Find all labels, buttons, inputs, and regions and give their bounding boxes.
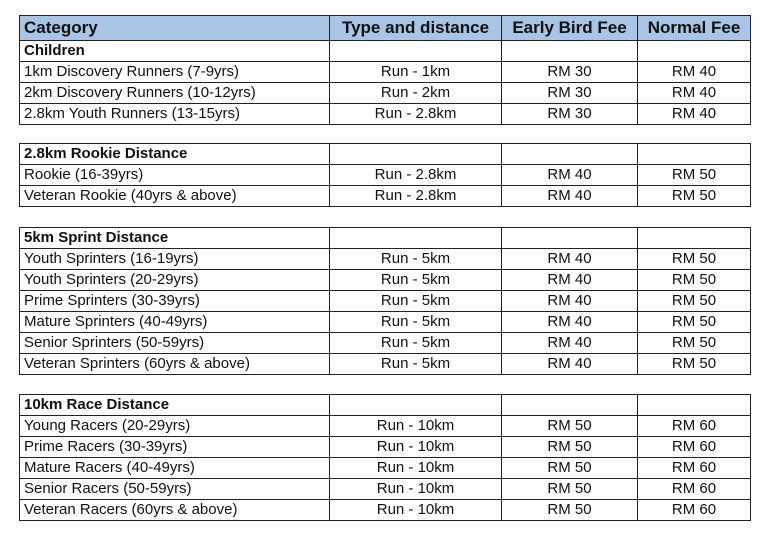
early-fee-cell: RM 40 — [502, 186, 638, 207]
normal-fee-cell: RM 40 — [638, 104, 751, 125]
type-cell: Run - 10km — [330, 437, 502, 458]
table-row — [20, 270, 751, 291]
header-category: Category — [20, 16, 330, 41]
type-cell: Run - 2.8km — [330, 104, 502, 125]
table-row — [20, 291, 751, 312]
normal-fee-cell: RM 50 — [638, 249, 751, 270]
table-row — [20, 104, 751, 125]
table-row — [20, 186, 751, 207]
category-cell: Rookie (16-39yrs) — [20, 165, 330, 186]
table-row — [20, 333, 751, 354]
fee-table-children — [19, 15, 751, 125]
early-fee-cell: RM 50 — [502, 416, 638, 437]
early-fee-cell: RM 40 — [502, 270, 638, 291]
category-cell: Mature Sprinters (40-49yrs) — [20, 312, 330, 333]
normal-fee-cell: RM 60 — [638, 458, 751, 479]
table-row — [20, 479, 751, 500]
section-title-row — [20, 395, 751, 416]
fee-table-rookie — [19, 143, 751, 207]
header-early-bird: Early Bird Fee — [502, 16, 638, 41]
table-row — [20, 354, 751, 375]
category-cell: 2.8km Youth Runners (13-15yrs) — [20, 104, 330, 125]
type-cell: Run - 1km — [330, 62, 502, 83]
type-cell: Run - 10km — [330, 416, 502, 437]
category-cell: Veteran Sprinters (60yrs & above) — [20, 354, 330, 375]
category-cell: Young Racers (20-29yrs) — [20, 416, 330, 437]
type-cell: Run - 5km — [330, 333, 502, 354]
normal-fee-cell: RM 40 — [638, 83, 751, 104]
section-title: 2.8km Rookie Distance — [20, 144, 330, 165]
table-row — [20, 437, 751, 458]
fee-table-5km — [19, 227, 751, 375]
early-fee-cell: RM 40 — [502, 249, 638, 270]
header-normal: Normal Fee — [638, 16, 751, 41]
early-fee-cell: RM 40 — [502, 354, 638, 375]
category-cell: 2km Discovery Runners (10-12yrs) — [20, 83, 330, 104]
normal-fee-cell: RM 50 — [638, 270, 751, 291]
early-fee-cell: RM 40 — [502, 333, 638, 354]
category-cell: Senior Racers (50-59yrs) — [20, 479, 330, 500]
category-cell: Veteran Rookie (40yrs & above) — [20, 186, 330, 207]
early-fee-cell: RM 50 — [502, 458, 638, 479]
table-header-row — [20, 16, 751, 41]
category-cell: Prime Sprinters (30-39yrs) — [20, 291, 330, 312]
early-fee-cell: RM 30 — [502, 62, 638, 83]
table-row — [20, 500, 751, 521]
section-title-row — [20, 228, 751, 249]
normal-fee-cell: RM 60 — [638, 437, 751, 458]
section-title: Children — [20, 41, 330, 62]
type-cell: Run - 10km — [330, 500, 502, 521]
type-cell: Run - 5km — [330, 312, 502, 333]
type-cell: Run - 2.8km — [330, 186, 502, 207]
section-title: 5km Sprint Distance — [20, 228, 330, 249]
table-row — [20, 165, 751, 186]
type-cell: Run - 5km — [330, 354, 502, 375]
type-cell: Run - 5km — [330, 249, 502, 270]
normal-fee-cell: RM 60 — [638, 416, 751, 437]
type-cell: Run - 5km — [330, 270, 502, 291]
normal-fee-cell: RM 50 — [638, 333, 751, 354]
table-row — [20, 416, 751, 437]
type-cell: Run - 5km — [330, 291, 502, 312]
early-fee-cell: RM 40 — [502, 165, 638, 186]
category-cell: Prime Racers (30-39yrs) — [20, 437, 330, 458]
category-cell: Youth Sprinters (16-19yrs) — [20, 249, 330, 270]
normal-fee-cell: RM 50 — [638, 291, 751, 312]
table-row — [20, 62, 751, 83]
type-cell: Run - 10km — [330, 458, 502, 479]
section-title-row — [20, 41, 751, 62]
early-fee-cell: RM 50 — [502, 500, 638, 521]
category-cell: Senior Sprinters (50-59yrs) — [20, 333, 330, 354]
category-cell: 1km Discovery Runners (7-9yrs) — [20, 62, 330, 83]
category-cell: Mature Racers (40-49yrs) — [20, 458, 330, 479]
early-fee-cell: RM 40 — [502, 291, 638, 312]
normal-fee-cell: RM 50 — [638, 165, 751, 186]
early-fee-cell: RM 50 — [502, 479, 638, 500]
table-row — [20, 458, 751, 479]
early-fee-cell: RM 30 — [502, 83, 638, 104]
category-cell: Veteran Racers (60yrs & above) — [20, 500, 330, 521]
section-title-row — [20, 144, 751, 165]
type-cell: Run - 2.8km — [330, 165, 502, 186]
normal-fee-cell: RM 50 — [638, 312, 751, 333]
normal-fee-cell: RM 40 — [638, 62, 751, 83]
table-row — [20, 83, 751, 104]
fee-table-10km — [19, 394, 751, 521]
type-cell: Run - 10km — [330, 479, 502, 500]
table-row — [20, 312, 751, 333]
table-row — [20, 249, 751, 270]
early-fee-cell: RM 40 — [502, 312, 638, 333]
section-title: 10km Race Distance — [20, 395, 330, 416]
type-cell: Run - 2km — [330, 83, 502, 104]
early-fee-cell: RM 50 — [502, 437, 638, 458]
header-type: Type and distance — [330, 16, 502, 41]
normal-fee-cell: RM 50 — [638, 354, 751, 375]
normal-fee-cell: RM 60 — [638, 479, 751, 500]
normal-fee-cell: RM 50 — [638, 186, 751, 207]
normal-fee-cell: RM 60 — [638, 500, 751, 521]
early-fee-cell: RM 30 — [502, 104, 638, 125]
category-cell: Youth Sprinters (20-29yrs) — [20, 270, 330, 291]
